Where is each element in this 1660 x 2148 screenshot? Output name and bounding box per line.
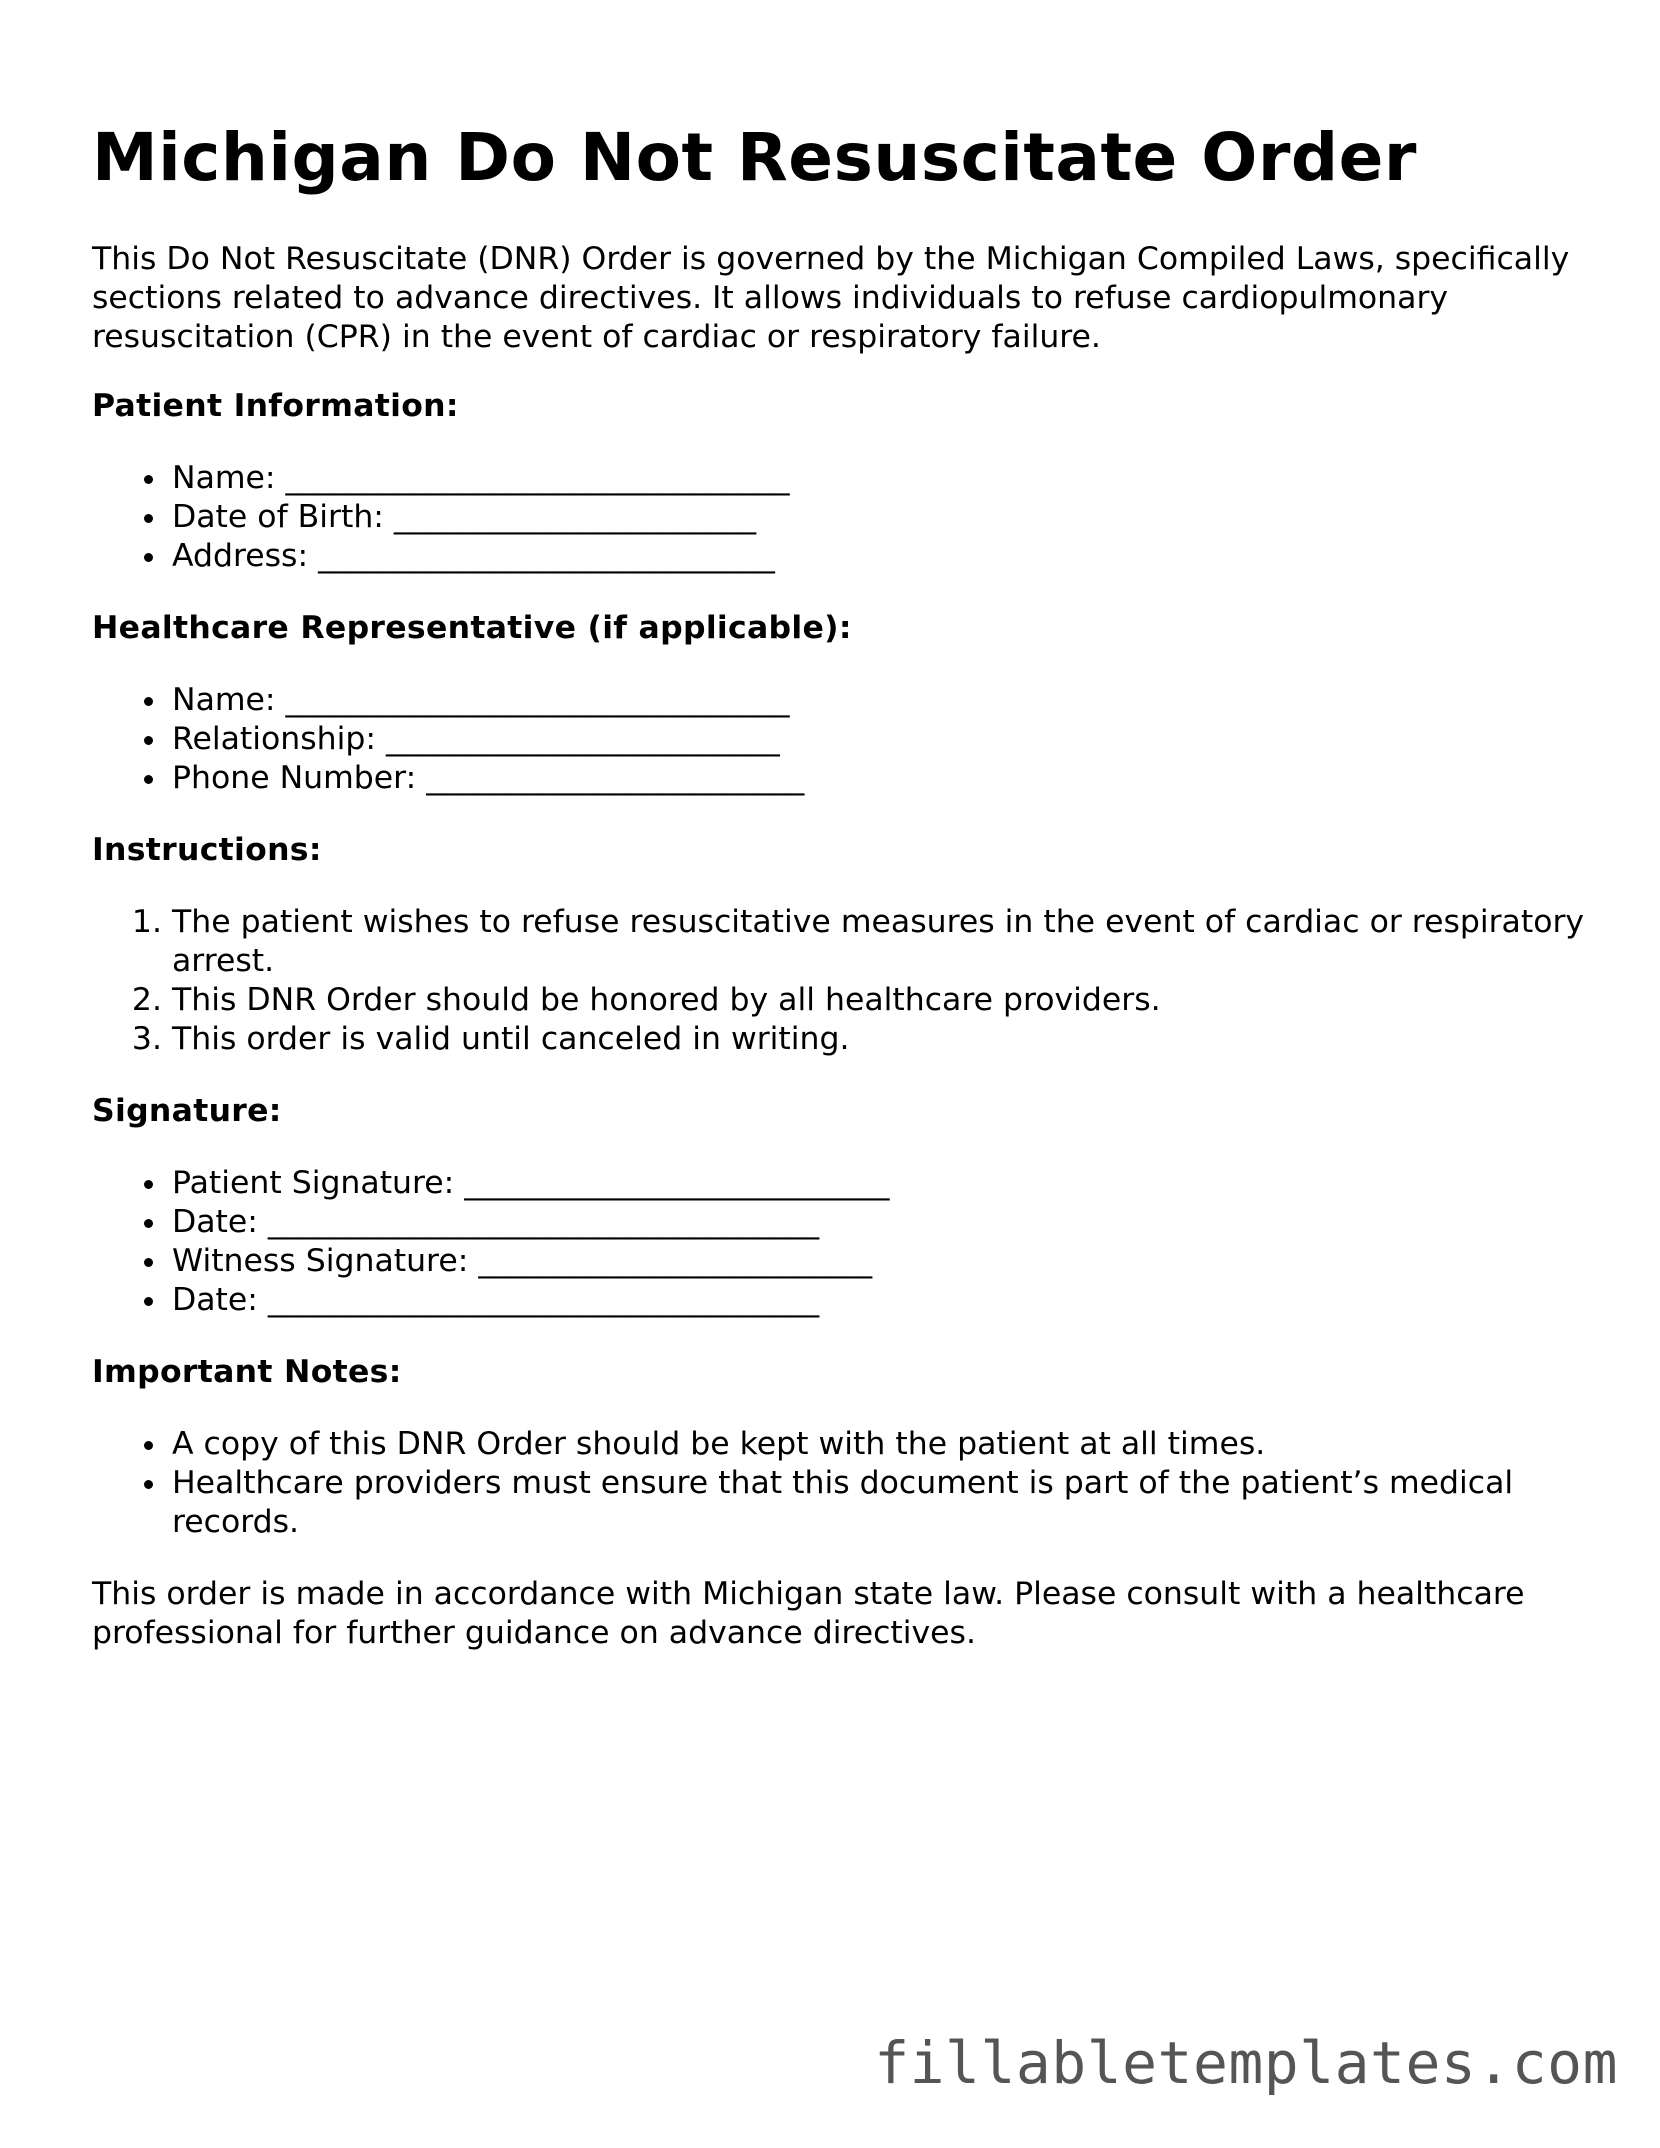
patient-info-list: [92, 459, 1592, 576]
note-item: Healthcare providers must ensure that this document is part of the patient’s medical records.: [172, 1464, 1592, 1542]
patient-dob-field: Date of Birth: _______________________: [172, 498, 1592, 537]
patient-signature-date-field: Date: ___________________________________: [172, 1203, 1592, 1242]
watermark-text: fillabletemplates.com: [874, 2029, 1618, 2097]
document-page: [92, 118, 1592, 1683]
notes-heading: Important Notes:: [92, 1354, 402, 1390]
witness-signature-field: Witness Signature: _________________________: [172, 1242, 1592, 1281]
representative-name-field: Name: ________________________________: [172, 681, 1592, 720]
closing-paragraph: This order is made in accordance with Michigan state law. Please consult with a healthcare professional for further guidance on advance directives.: [92, 1576, 1525, 1651]
representative-phone-field: Phone Number: ________________________: [172, 759, 1592, 798]
representative-relationship-field: Relationship: _________________________: [172, 720, 1592, 759]
note-item: A copy of this DNR Order should be kept with the patient at all times.: [172, 1425, 1592, 1464]
representative-list: [92, 681, 1592, 798]
instruction-item: 1. The patient wishes to refuse resuscitative measures in the event of cardiac or respiratory arrest.: [172, 903, 1592, 981]
patient-info-heading: Patient Information:: [92, 388, 459, 424]
instructions-list: [92, 903, 1592, 1059]
patient-name-field: Name: ________________________________: [172, 459, 1592, 498]
instruction-item: 3. This order is valid until canceled in writing.: [172, 1020, 1592, 1059]
witness-signature-date-field: Date: ___________________________________: [172, 1281, 1592, 1320]
notes-list: [92, 1425, 1592, 1542]
document-title: Michigan Do Not Resuscitate Order: [92, 119, 1417, 196]
signature-list: [92, 1164, 1592, 1320]
patient-signature-field: Patient Signature: ___________________________: [172, 1164, 1592, 1203]
patient-address-field: Address: _____________________________: [172, 537, 1592, 576]
signature-heading: Signature:: [92, 1093, 282, 1129]
representative-heading: Healthcare Representative (if applicable):: [92, 610, 852, 646]
instructions-heading: Instructions:: [92, 832, 322, 868]
intro-paragraph: This Do Not Resuscitate (DNR) Order is governed by the Michigan Compiled Laws, specifically sections related to advance directives. It allows individuals to refuse cardiopulmonary resuscitation (CPR) in the event of cardiac or respiratory failure.: [92, 241, 1570, 355]
instruction-item: 2. This DNR Order should be honored by all healthcare providers.: [172, 981, 1592, 1020]
